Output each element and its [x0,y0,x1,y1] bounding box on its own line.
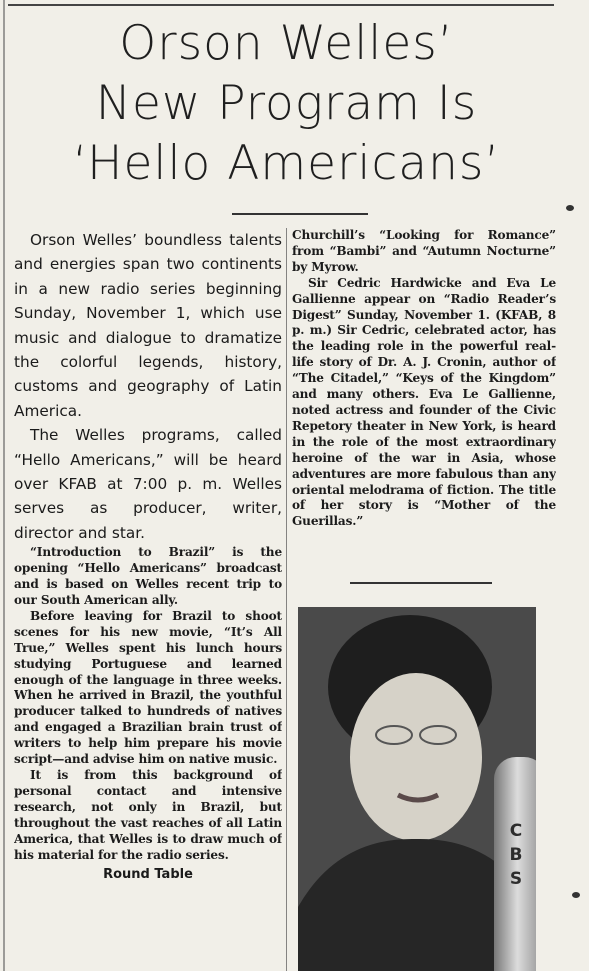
headline-line-2: New Program Is [95,76,478,131]
lead-paragraph-1 [14,228,282,423]
body-paragraph-2 [14,609,282,768]
lead-paragraph-2 [14,423,282,545]
body-paragraph-1 [14,545,282,609]
clipping-edge [3,0,5,971]
lead-paragraph-1-text: Orson Welles’ boundless talents and energies span two continents in a new radio series beginning Sunday, November 1, which use music and dialogue to dramatize the colorful legends, history, customs and geography of Latin America. [14,231,282,420]
headline-line-3: ‘Hello Americans’ [72,136,501,191]
lead-paragraph-2-text: The Welles programs, called “Hello Americans,” will be heard over KFAB at 7:00 p. m. Welles serves as producer, writer, director and star. [14,426,282,542]
print-speck [572,892,580,898]
body-paragraph-1-text: “Introduction to Brazil” is the opening “Hello Americans” broadcast and is based on Welles recent trip to our South American ally. [14,545,282,607]
headline-line-1: Orson Welles’ [119,16,454,71]
right-paragraph-2 [292,276,556,531]
headline [14,14,559,194]
left-column [14,228,282,971]
left-body [14,545,282,863]
column-divider [286,228,287,971]
body-paragraph-3-text: It is from this background of personal contact and intensive research, not only in Brazil, but throughout the vast reaches of all Latin America, that Welles is to draw much of his material for the radio series. [14,767,282,862]
portrait-photo [298,607,536,971]
headline-rule [232,213,368,215]
subhead-round-table: Round Table [103,867,193,883]
body-paragraph-2-text: Before leaving for Brazil to shoot scenes for his new movie, “It’s All True,” Welles spent his lunch hours studying Portuguese and learned enough of the language in three weeks. When he arrived in Brazil, the youthful producer talked to hundreds of natives and engaged a Brazilian brain trust of writers to help him prepare his movie script—and advise him on native music. [14,608,282,767]
microphone-label: C B S [509,821,523,889]
right-column [292,228,556,588]
article-end-rule [350,582,492,584]
body-paragraph-3 [14,768,282,863]
right-paragraph-2-text: Sir Cedric Hardwicke and Eva Le Gallienne appear on “Radio Reader’s Digest” Sunday, November 1. (KFAB, 8 p. m.) Sir Cedric, celebrated actor, has the leading role in the powerful real-life story of Dr. A. J. Cronin, author of “The Citadel,” “Keys of the Kingdom” and many others. Eva Le Gallienne, noted actress and founder of the Civic Repetory theater in New York, is heard in the role of the most extraordinary heroine of the war in Asia, whose adventures are more fabulous than any oriental melodrama of fiction. The title of her story is “Mother of the Guerillas.” [292,275,556,529]
right-paragraph-1: Churchill’s “Looking for Romance” from “Bambi” and “Autumn Nocturne” by Myrow. [292,228,556,274]
print-speck [566,205,574,211]
right-body [292,228,556,530]
top-rule [8,4,554,6]
